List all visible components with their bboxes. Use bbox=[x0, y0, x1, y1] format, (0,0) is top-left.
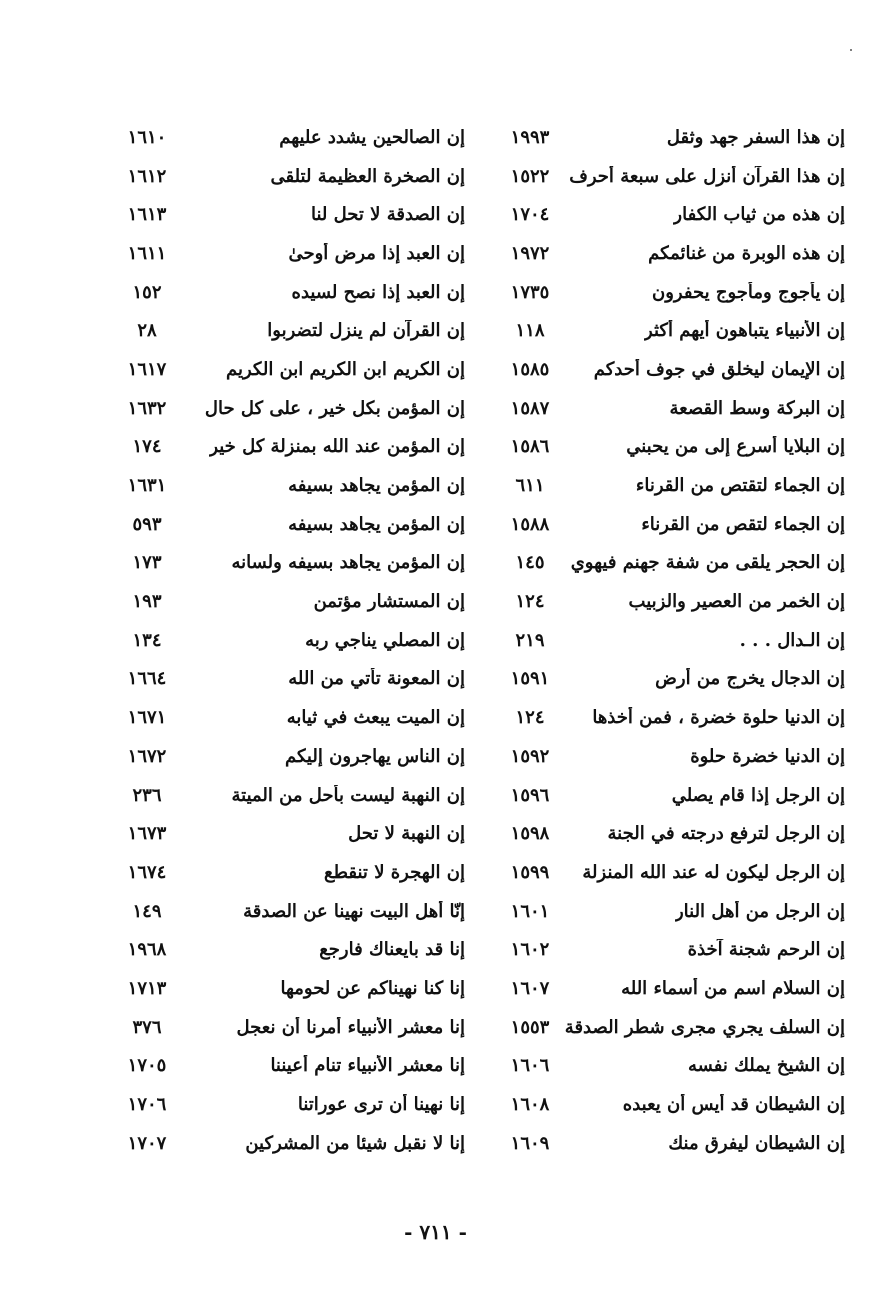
index-entry bbox=[115, 853, 465, 892]
entry-number: ١١٨ bbox=[515, 320, 545, 342]
page-number: - ٧١١ - bbox=[404, 1220, 467, 1244]
index-entry bbox=[498, 582, 845, 621]
entry-number: ١٦٠٨ bbox=[510, 1094, 550, 1116]
index-entry bbox=[115, 195, 465, 234]
entry-number: ١٦٦٤ bbox=[127, 668, 167, 690]
entry-text: إنا نهينا أن ترى عوراتنا bbox=[297, 1094, 465, 1116]
entry-text: إن الجماء لتقص من القرناء bbox=[641, 513, 845, 535]
index-entry bbox=[115, 1047, 465, 1086]
entry-number: ١٥٩١ bbox=[510, 668, 550, 690]
index-entry bbox=[115, 466, 465, 505]
entry-text: إن المعونة تأتي من الله bbox=[288, 668, 465, 690]
entry-number: ٢٨ bbox=[137, 320, 157, 342]
entry-text: إن البلايا أسرع إلى من يحبني bbox=[626, 436, 845, 458]
entry-number: ١٧٠٤ bbox=[510, 204, 550, 226]
index-entry bbox=[115, 737, 465, 776]
index-entry bbox=[498, 157, 845, 196]
index-entry bbox=[498, 1124, 845, 1163]
entry-number: ١٦١٢ bbox=[127, 165, 167, 187]
index-entry bbox=[498, 853, 845, 892]
entry-number: ١٧٠٥ bbox=[127, 1055, 167, 1077]
entry-number: ٥٩٣ bbox=[132, 513, 162, 535]
entry-text: إن هذه الوبرة من غنائمكم bbox=[648, 242, 845, 264]
index-entry bbox=[498, 737, 845, 776]
entry-text: إن السلام اسم من أسماء الله bbox=[621, 977, 845, 999]
index-entry bbox=[498, 118, 845, 157]
entry-number: ١٤٥ bbox=[515, 552, 545, 574]
index-entry bbox=[115, 1008, 465, 1047]
index-entry bbox=[115, 311, 465, 350]
entry-number: ١٧٠٧ bbox=[127, 1132, 167, 1154]
entry-number: ١٦١١ bbox=[127, 242, 167, 264]
entry-number: ١٦٠٦ bbox=[510, 1055, 550, 1077]
entry-text: إنا كنا نهيناكم عن لحومها bbox=[280, 977, 465, 999]
index-entry bbox=[498, 621, 845, 660]
entry-number: ١٧٣٥ bbox=[510, 281, 550, 303]
index-entry bbox=[498, 195, 845, 234]
entry-text: إن الصخرة العظيمة لتلقى bbox=[270, 165, 465, 187]
index-entry bbox=[498, 1008, 845, 1047]
entry-number: ١٥٨٦ bbox=[510, 436, 550, 458]
entry-number: ١٦٧١ bbox=[127, 707, 167, 729]
index-entry bbox=[498, 311, 845, 350]
index-entry bbox=[115, 505, 465, 544]
entry-text: إن النهبة لا تحل bbox=[348, 823, 465, 845]
entry-text: إن المؤمن يجاهد بسيفه bbox=[288, 513, 465, 535]
index-entry bbox=[498, 814, 845, 853]
entry-text: إن الشيطان قد أيس أن يعبده bbox=[622, 1094, 845, 1116]
entry-number: ١٧١٣ bbox=[127, 977, 167, 999]
entry-text: إنا معشر الأنبياء تنام أعيننا bbox=[270, 1055, 465, 1077]
entry-text: إن المستشار مؤتمن bbox=[313, 591, 465, 613]
entry-text: إن السلف يجري مجرى شطر الصدقة bbox=[564, 1016, 845, 1038]
entry-number: ١٥٥٣ bbox=[510, 1016, 550, 1038]
entry-text: إن يأجوج ومأجوج يحفرون bbox=[652, 281, 845, 303]
entry-text: إن هذا القرآن أنزل على سبعة أحرف bbox=[569, 165, 845, 187]
index-entry bbox=[498, 776, 845, 815]
entry-text: إن الدنيا حلوة خضرة ، فمن أخذها bbox=[592, 707, 845, 729]
entry-text: إنّا أهل البيت نهينا عن الصدقة bbox=[243, 900, 465, 922]
entry-text: إن الصالحين يشدد عليهم bbox=[279, 126, 465, 148]
index-column-right bbox=[498, 118, 845, 1163]
index-entry bbox=[115, 776, 465, 815]
entry-text: إن المؤمن يجاهد بسيفه ولسانه bbox=[231, 552, 465, 574]
index-entry bbox=[115, 544, 465, 583]
entry-number: ١٦٧٣ bbox=[127, 823, 167, 845]
entry-number: ١٦١٧ bbox=[127, 358, 167, 380]
entry-text: إن الدنيا خضرة حلوة bbox=[690, 745, 845, 767]
index-entry bbox=[115, 1124, 465, 1163]
entry-text: إن الناس يهاجرون إليكم bbox=[285, 745, 465, 767]
index-entry bbox=[115, 660, 465, 699]
entry-number: ١٦٠١ bbox=[510, 900, 550, 922]
entry-number: ١٢٤ bbox=[515, 707, 545, 729]
entry-text: إن المصلي يناجي ربه bbox=[305, 629, 465, 651]
entry-text: إن الرجل من أهل النار bbox=[674, 900, 845, 922]
entry-number: ٢١٩ bbox=[515, 629, 545, 651]
entry-number: ١٦٠٩ bbox=[510, 1132, 550, 1154]
entry-number: ١٥٨٨ bbox=[510, 513, 550, 535]
entry-text: إن القرآن لم ينزل لتضربوا bbox=[267, 320, 465, 342]
index-entry bbox=[115, 118, 465, 157]
entry-text: إن النهبة ليست بأحل من الميتة bbox=[231, 784, 465, 806]
index-entry bbox=[498, 544, 845, 583]
entry-text: إن الأنبياء يتباهون أيهم أكثر bbox=[644, 320, 845, 342]
entry-text: إن الـدال . . . bbox=[739, 629, 845, 651]
entry-text: إن الدجال يخرج من أرض bbox=[655, 668, 845, 690]
entry-text: إن المؤمن يجاهد بسيفه bbox=[288, 475, 465, 497]
entry-number: ١٥٩٩ bbox=[510, 861, 550, 883]
index-entry bbox=[498, 660, 845, 699]
index-entry bbox=[115, 969, 465, 1008]
entry-number: ١٩٧٢ bbox=[510, 242, 550, 264]
entry-text: إن الهجرة لا تنقطع bbox=[324, 861, 465, 883]
index-entry bbox=[115, 157, 465, 196]
index-entry bbox=[498, 892, 845, 931]
entry-number: ٦١١ bbox=[515, 475, 545, 497]
index-entry bbox=[498, 698, 845, 737]
entry-number: ١٩٦٨ bbox=[127, 939, 167, 961]
index-entry bbox=[115, 273, 465, 312]
entry-text: إن هذه من ثياب الكفار bbox=[673, 204, 845, 226]
entry-number: ١٥٢ bbox=[132, 281, 162, 303]
entry-number: ١٦٣٢ bbox=[127, 397, 167, 419]
entry-text: إن البركة وسط القصعة bbox=[669, 397, 845, 419]
index-column-left bbox=[115, 118, 465, 1163]
index-entry bbox=[498, 273, 845, 312]
entry-number: ٢٣٦ bbox=[132, 784, 162, 806]
entry-number: ١٩٣ bbox=[132, 591, 162, 613]
entry-number: ١٦٠٢ bbox=[510, 939, 550, 961]
entry-text: إن هذا السفر جهد وثقل bbox=[666, 126, 845, 148]
entry-text: إن الميت يبعث في ثيابه bbox=[286, 707, 465, 729]
entry-text: إن المؤمن عند الله بمنزلة كل خير bbox=[209, 436, 465, 458]
entry-number: ١٤٩ bbox=[132, 900, 162, 922]
entry-number: ١٦٧٢ bbox=[127, 745, 167, 767]
entry-text: إن الخمر من العصير والزبيب bbox=[628, 591, 845, 613]
index-entry bbox=[498, 428, 845, 467]
entry-number: ١٥٩٢ bbox=[510, 745, 550, 767]
index-entry bbox=[498, 1085, 845, 1124]
entry-text: إن الرجل لترفع درجته في الجنة bbox=[607, 823, 845, 845]
entry-number: ١٧٣ bbox=[132, 552, 162, 574]
entry-text: إن الرجل ليكون له عند الله المنزلة bbox=[582, 861, 845, 883]
entry-text: إن المؤمن بكل خير ، على كل حال bbox=[204, 397, 465, 419]
scan-speck bbox=[850, 49, 852, 51]
index-entry bbox=[115, 814, 465, 853]
entry-text: إن الصدقة لا تحل لنا bbox=[310, 204, 465, 226]
entry-text: إن الرجل إذا قام يصلي bbox=[671, 784, 845, 806]
entry-text: إنا معشر الأنبياء أمرنا أن نعجل bbox=[236, 1016, 465, 1038]
entry-number: ١٦١٠ bbox=[127, 126, 167, 148]
entry-number: ١٥٩٨ bbox=[510, 823, 550, 845]
entry-text: إن العبد إذا نصح لسيده bbox=[291, 281, 465, 303]
index-entry bbox=[498, 930, 845, 969]
entry-number: ١٦٠٧ bbox=[510, 977, 550, 999]
index-entry bbox=[115, 428, 465, 467]
entry-text: إن الكريم ابن الكريم ابن الكريم bbox=[225, 358, 465, 380]
entry-text: إن الرحم شجنة آخذة bbox=[687, 939, 845, 961]
entry-text: إن الشيخ يملك نفسه bbox=[688, 1055, 845, 1077]
entry-number: ١٥٢٢ bbox=[510, 165, 550, 187]
index-entry bbox=[498, 466, 845, 505]
entry-text: إن العبد إذا مرض أوحىٰ bbox=[288, 242, 465, 264]
entry-text: إنا لا نقبل شيئا من المشركين bbox=[245, 1132, 465, 1154]
entry-number: ١٧٠٦ bbox=[127, 1094, 167, 1116]
entry-number: ١٦٣١ bbox=[127, 475, 167, 497]
index-entry bbox=[115, 621, 465, 660]
entry-number: ١٩٩٣ bbox=[510, 126, 550, 148]
entry-number: ٣٧٦ bbox=[132, 1016, 162, 1038]
index-entry bbox=[498, 234, 845, 273]
entry-number: ١٥٩٦ bbox=[510, 784, 550, 806]
index-entry bbox=[115, 234, 465, 273]
index-entry bbox=[115, 892, 465, 931]
index-entry bbox=[115, 698, 465, 737]
entry-number: ١٢٤ bbox=[515, 591, 545, 613]
index-entry bbox=[498, 969, 845, 1008]
entry-number: ١٣٤ bbox=[132, 629, 162, 651]
index-entry bbox=[115, 389, 465, 428]
index-entry bbox=[498, 1047, 845, 1086]
entry-number: ١٧٤ bbox=[132, 436, 162, 458]
entry-text: إن الإيمان ليخلق في جوف أحدكم bbox=[593, 358, 845, 380]
entry-text: إنا قد بايعناك فارجع bbox=[319, 939, 465, 961]
entry-text: إن الجماء لتقتص من القرناء bbox=[635, 475, 845, 497]
index-entry bbox=[115, 582, 465, 621]
index-entry bbox=[498, 350, 845, 389]
entry-text: إن الشيطان ليفرق منك bbox=[668, 1132, 845, 1154]
entry-text: إن الحجر يلقى من شفة جهنم فيهوي bbox=[570, 552, 845, 574]
index-entry bbox=[115, 930, 465, 969]
index-entry bbox=[498, 389, 845, 428]
entry-number: ١٦١٣ bbox=[127, 204, 167, 226]
entry-number: ١٦٧٤ bbox=[127, 861, 167, 883]
index-entry bbox=[498, 505, 845, 544]
index-entry bbox=[115, 350, 465, 389]
index-entry bbox=[115, 1085, 465, 1124]
entry-number: ١٥٨٧ bbox=[510, 397, 550, 419]
entry-number: ١٥٨٥ bbox=[510, 358, 550, 380]
